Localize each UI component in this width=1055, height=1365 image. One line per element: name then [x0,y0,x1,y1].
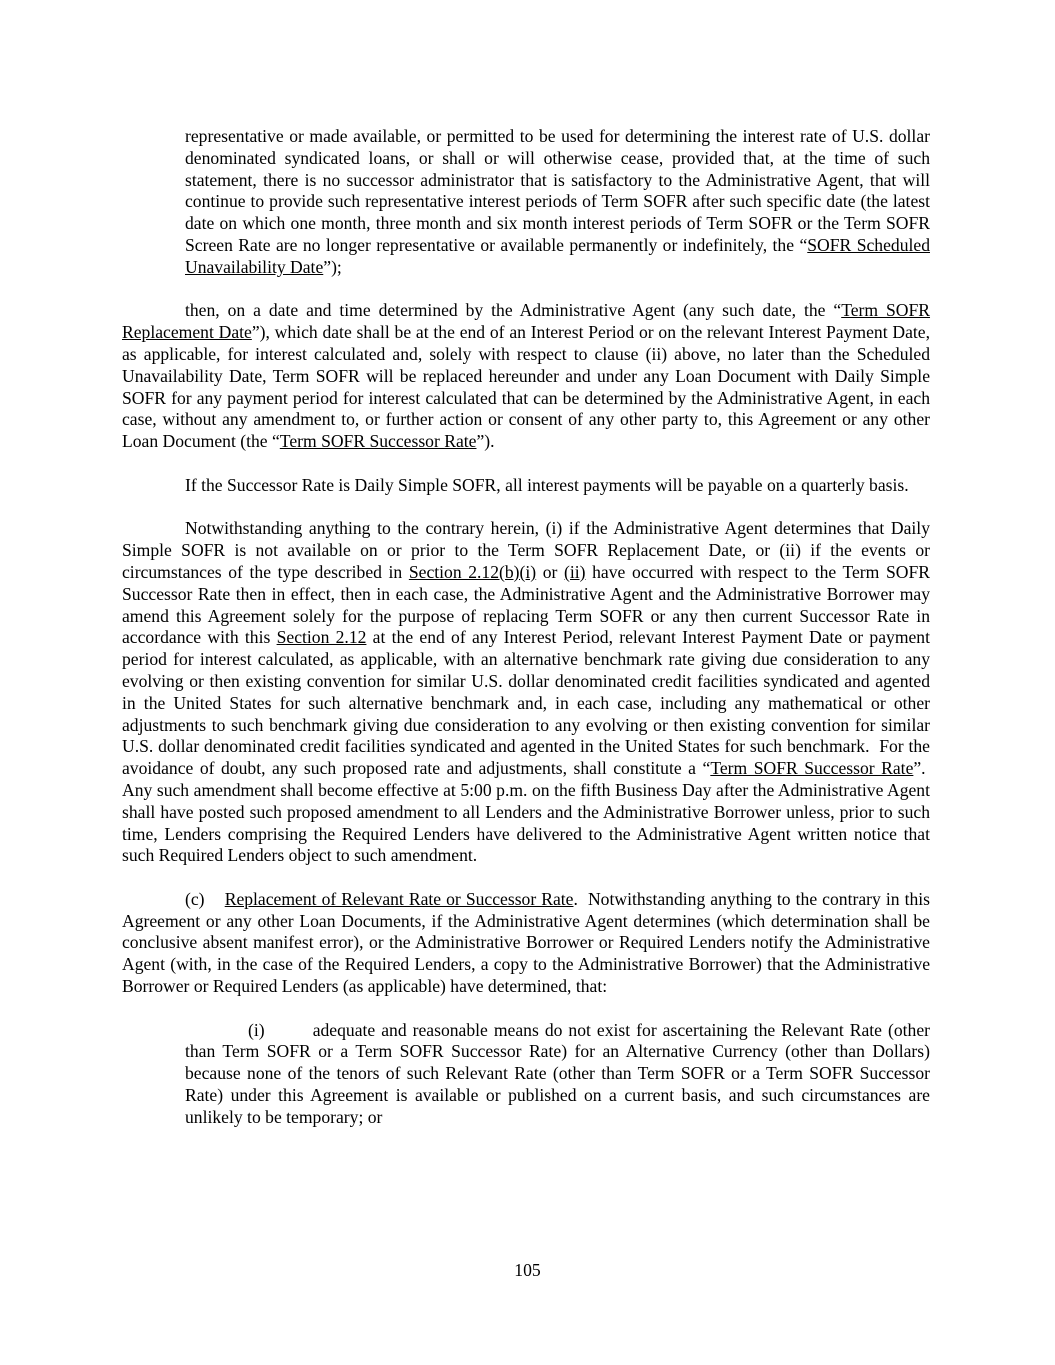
text-segment: Notwithstanding anything to the contrary herein, (i) if the Administrative Agent determines that Daily Simple SOFR is not available on or prior to the Term SOFR Replacement Date, or (ii) if the events or circumstances of the type described in [122,518,930,582]
text-segment: ”). [476,431,495,452]
underlined-term: Replacement of Relevant Rate or Successor Rate [224,888,574,909]
text-segment: ”), which date shall be at the end of an Interest Period or on the relevant Interest Payment Date, as applicable, for interest calculated and, solely with respect to clause (ii) above, no later than the Scheduled Unavailability Date, Term SOFR will be replaced hereunder and under any Loan Document with Daily Simple SOFR for any payment period for interest calculated that can be determined by the Administrative Agent, in each case, without any amendment to, or further action or consent of any other party to, this Agreement or any other Loan Document (the “ [122,322,930,452]
text-segment: then, on a date and time determined by the Administrative Agent (any such date, the “ [185,300,842,321]
document-body [122,126,930,1129]
text-segment: (i) adequate and reasonable means do not exist for ascertaining the Relevant Rate (other than Term SOFR or a Term SOFR Successor Rate) for an Alternative Currency (other than Dollars) because none of the tenors of such Relevant Rate (other than Term SOFR or a Term SOFR Successor Rate) under this Agreement is available or published on a current basis, and such circumstances are unlikely to be temporary; or [185,1019,930,1127]
underlined-term: Section 2.12 [276,627,367,648]
underlined-term: SOFR Scheduled Unavailability Date [185,234,930,277]
underlined-term: Section 2.12(b)(i) [408,561,537,582]
page-number: 105 [514,1260,541,1280]
underlined-term: Term SOFR Successor Rate [279,431,477,452]
paragraph [122,475,930,497]
paragraph [122,889,930,998]
text-segment: (c) [185,888,225,909]
text-segment: ”. Any such amendment shall become effective at 5:00 p.m. on the fifth Business Day after the Administrative Agent shall have posted such proposed amendment to all Lenders and the Administrative Borrower unless, prior to such time, Lenders comprising the Required Lenders have delivered to the Administrative Agent written notice that such Required Lenders object to such amendment. [122,758,930,866]
paragraph [185,126,930,279]
underlined-term: Term SOFR Replacement Date [122,300,931,343]
underlined-term: (ii) [564,561,586,582]
underlined-term: Term SOFR Successor Rate [710,758,914,779]
text-segment: at the end of any Interest Period, relevant Interest Payment Date or payment period for interest calculated, as applicable, with an alternative benchmark rate giving due consideration to any evolving or then existing convention for similar U.S. dollar denominated credit facilities syndicated and agented in the United States for such alternative benchmark and, in each case, including any mathematical or other adjustments to such benchmark giving due consideration to any evolving or then existing convention for similar U.S. dollar denominated credit facilities syndicated and agented in the United States for such benchmark. For the avoidance of doubt, any such proposed rate and adjustments, shall constitute a “ [122,627,930,779]
paragraph [122,300,930,453]
text-segment: representative or made available, or permitted to be used for determining the interest rate of U.S. dollar denominated syndicated loans, or shall or will otherwise cease, provided that, at the time of such statement, there is no successor administrator that is satisfactory to the Administrative Agent, that will continue to provide such representative interest periods of Term SOFR after such specific date (the latest date on which one month, three month and six month interest periods of Term SOFR or the Term SOFR Screen Rate are no longer representative or available permanently or indefinitely, the “ [185,126,930,255]
text-segment: ”); [323,256,342,277]
paragraph [122,518,930,867]
text-segment: . Notwithstanding anything to the contrary in this Agreement or any other Loan Documents, if the Administrative Agent determines (which determination shall be conclusive absent manifest error), or the Administrative Borrower or Required Lenders notify the Administrative Agent (with, in the case of the Required Lenders, a copy to the Administrative Borrower) that the Administrative Borrower or Required Lenders (as applicable) have determined, that: [122,888,930,997]
text-segment: have occurred with respect to the Term SOFR Successor Rate then in effect, then in each case, the Administrative Agent and the Administrative Borrower may amend this Agreement solely for the purpose of replacing Term SOFR or any then current Successor Rate in accordance with this [122,561,930,648]
text-segment: If the Successor Rate is Daily Simple SOFR, all interest payments will be payable on a quarterly basis. [185,474,909,495]
paragraph [185,1020,930,1129]
text-segment: or [536,561,565,582]
